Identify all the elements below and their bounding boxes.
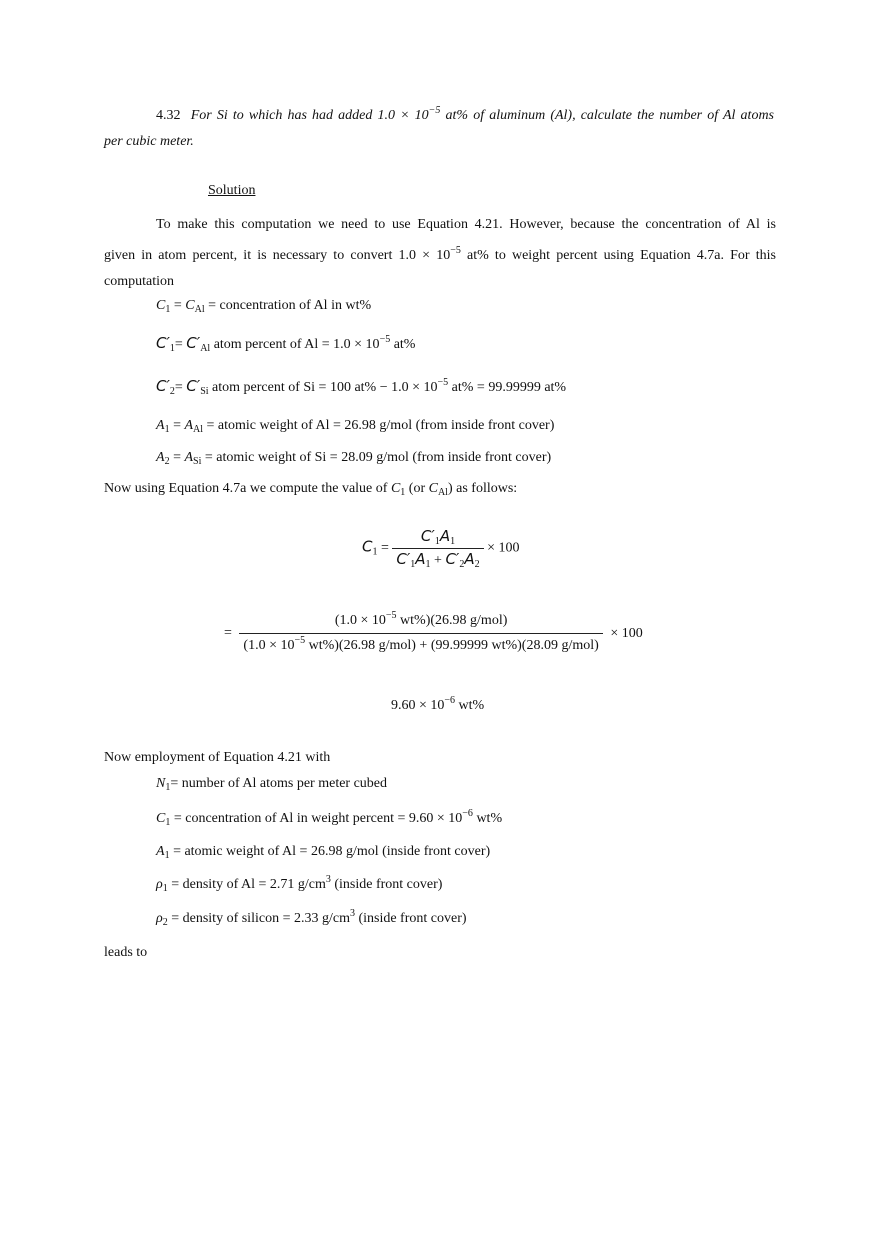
result-value: $9.60 \times 10^{-6}$ wt% xyxy=(391,695,485,713)
def-n1: $N_1=$ number of Al atoms per meter cubed xyxy=(156,776,388,793)
def-c1-weight: $C_1$ = concentration of Al in weight percent = $9.60 \times 10^{-6}$ wt% xyxy=(156,808,503,828)
problem-statement-line2: per cubic meter. xyxy=(104,134,194,149)
equation-numeric: = ($1.0 \times 10^{-5}$ wt%)(26.98 g/mol) ($1.0 \times 10^{-5}$ wt%)(26.98 g/mol) + (99.99999 wt%)(28.09 g/mol) × 100 xyxy=(224,610,643,653)
def-a1-weight: $A_1$ = atomic weight of Al = 26.98 g/mol (inside front cover) xyxy=(156,844,491,861)
equation-c1-fraction: $\frac{C'_1A_1}{C'_1A_1 + C'_2A_2}$ xyxy=(392,529,483,568)
now-using-line: Now using Equation 4.7a we compute the value of $C_1$ (or $C_{Al}$) as follows: xyxy=(104,481,518,498)
def-a2: $A_2 = A_{Si}$ = atomic weight of Si = 28.09 g/mol (from inside front cover) xyxy=(156,450,552,467)
solution-heading: Solution xyxy=(208,183,256,198)
problem-number: 4.32 xyxy=(156,108,181,123)
intro-line2: given in atom percent, it is necessary to convert $1.0 \times 10^{-5}$ at% to weight percent using Equation 4.7a. For this xyxy=(104,245,776,263)
def-rho2: $\rho_2$ = density of silicon = 2.33 $g/cm^3$ (inside front cover) xyxy=(156,908,467,928)
leads-to-line: leads to xyxy=(104,945,148,960)
equation-c1-formula: $C_1$ = $\frac{C'_1A_1}{C'_1A_1 + C'_2A_2}$ × 100 xyxy=(362,527,520,570)
intro-line1: To make this computation we need to use Equation 4.21. However, because the concentration of Al is xyxy=(156,217,776,232)
def-c2-prime: $C'_2= C'_{Si}$ atom percent of Si = 100 $at\% - 1.0 \times 10^{-5}$ at% = 99.99999 at% xyxy=(156,377,567,397)
def-c1: $C_1 = C_{Al}$ = concentration of Al in wt% xyxy=(156,298,372,315)
def-c1-prime: $C'_1= C'_{Al}$ atom percent of $Al = 1.0 \times 10^{-5}$ at% xyxy=(156,334,416,354)
def-rho1: $\rho_1$ = density of Al = 2.71 $g/cm^3$ (inside front cover) xyxy=(156,874,443,894)
def-a1: $A_1 = A_{Al}$ = atomic weight of Al = 26.98 g/mol (from inside front cover) xyxy=(156,418,555,435)
employ-line: Now employment of Equation 4.21 with xyxy=(104,750,331,765)
problem-statement-line1: 4.32 For Si to which has had added $1.0 \times 10^{-5}$ at% of aluminum (Al), calculate the number of Al atoms xyxy=(156,105,775,123)
intro-line3: computation xyxy=(104,274,174,289)
equation-numeric-fraction: ($1.0 \times 10^{-5}$ wt%)(26.98 g/mol) ($1.0 \times 10^{-5}$ wt%)(26.98 g/mol) + (99.99999 wt%)(28.09 g/mol) xyxy=(239,614,602,653)
